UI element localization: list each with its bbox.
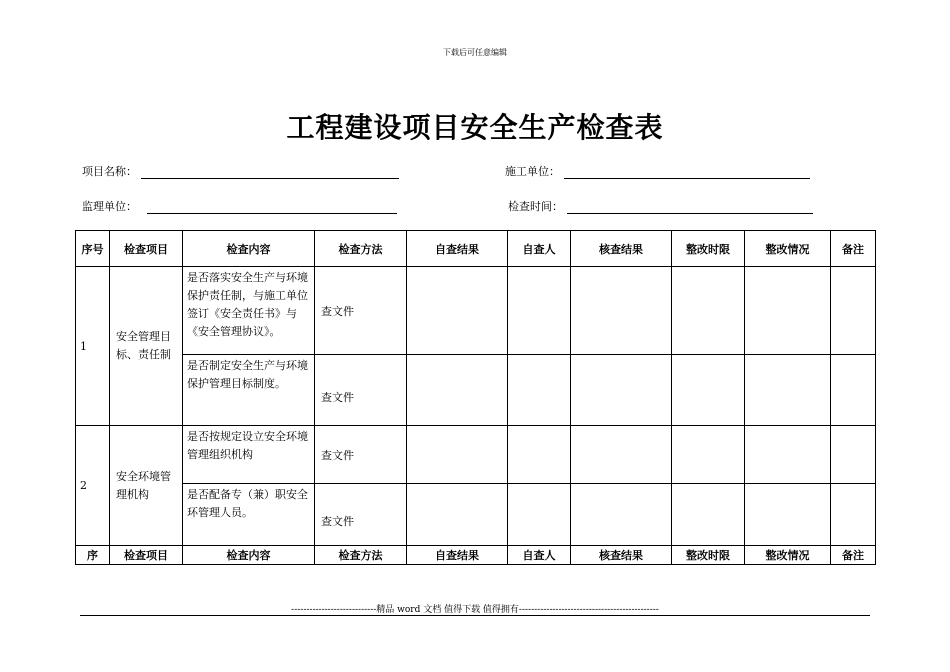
inspection-table	[75, 230, 876, 565]
supervision-unit-label: 监理单位：	[82, 200, 137, 213]
row-1-content-1: 是否落实安全生产与环境保护责任制，与施工单位签订《安全责任书》与《安全管理协议》。	[183, 267, 315, 355]
row-2-content-2: 是否配备专（兼）职安全环管理人员。	[183, 484, 315, 546]
footer-header-rectification: 整改情况	[745, 546, 831, 565]
footer-header-no: 序	[76, 546, 110, 565]
inspection-time-label: 检查时间：	[508, 200, 563, 213]
supervision-unit-blank[interactable]	[147, 203, 397, 214]
table-row	[76, 267, 876, 355]
header-content: 检查内容	[183, 231, 315, 267]
header-no: 序号	[76, 231, 110, 267]
document-title: 工程建设项目安全生产检查表	[286, 111, 664, 144]
row-2-item: 安全环境管理机构	[110, 426, 183, 546]
deadline-cell[interactable]	[672, 267, 745, 355]
row-2-method-2: 查文件	[315, 484, 407, 546]
header-note: 下载后可任意编辑	[443, 48, 507, 57]
project-name-label: 项目名称：	[82, 165, 137, 178]
inspection-time-field	[508, 198, 813, 214]
table-row	[76, 426, 876, 484]
verify-result-cell[interactable]	[571, 267, 672, 355]
table-row	[76, 484, 876, 546]
project-name-field	[82, 163, 399, 179]
row-2-method-1: 查文件	[315, 426, 407, 484]
table-header-row	[76, 231, 876, 267]
remarks-cell[interactable]	[831, 426, 876, 484]
footer-header-remarks: 备注	[831, 546, 876, 565]
self-checker-cell[interactable]	[508, 355, 571, 426]
header-verify-result: 核查结果	[571, 231, 672, 267]
self-result-cell[interactable]	[407, 426, 508, 484]
deadline-cell[interactable]	[672, 484, 745, 546]
header-rectification: 整改情况	[745, 231, 831, 267]
header-deadline: 整改时限	[672, 231, 745, 267]
row-2-no: 2	[76, 426, 110, 546]
row-1-item: 安全管理目标、责任制	[110, 267, 183, 426]
self-checker-cell[interactable]	[508, 484, 571, 546]
self-checker-cell[interactable]	[508, 426, 571, 484]
header-self-result: 自查结果	[407, 231, 508, 267]
footer-header-self-checker: 自查人	[508, 546, 571, 565]
footer-header-content: 检查内容	[183, 546, 315, 565]
self-checker-cell[interactable]	[508, 267, 571, 355]
self-result-cell[interactable]	[407, 355, 508, 426]
rectification-cell[interactable]	[745, 426, 831, 484]
row-1-content-2: 是否制定安全生产与环境保护管理目标制度。	[183, 355, 315, 426]
footer-header-method: 检查方法	[315, 546, 407, 565]
rectification-cell[interactable]	[745, 267, 831, 355]
header-item: 检查项目	[110, 231, 183, 267]
supervision-unit-field	[82, 198, 397, 214]
verify-result-cell[interactable]	[571, 484, 672, 546]
self-result-cell[interactable]	[407, 484, 508, 546]
table-row	[76, 355, 876, 426]
rectification-cell[interactable]	[745, 355, 831, 426]
deadline-cell[interactable]	[672, 426, 745, 484]
remarks-cell[interactable]	[831, 267, 876, 355]
row-1-method-1: 查文件	[315, 267, 407, 355]
footer-header-deadline: 整改时限	[672, 546, 745, 565]
footer-text: ----------------------------精品 word 文档 值得下载 值得拥有----------------------------------------------	[291, 605, 659, 615]
remarks-cell[interactable]	[831, 355, 876, 426]
row-2-content-1: 是否按规定设立安全环境管理组织机构	[183, 426, 315, 484]
header-remarks: 备注	[831, 231, 876, 267]
verify-result-cell[interactable]	[571, 426, 672, 484]
self-result-cell[interactable]	[407, 267, 508, 355]
remarks-cell[interactable]	[831, 484, 876, 546]
rectification-cell[interactable]	[745, 484, 831, 546]
deadline-cell[interactable]	[672, 355, 745, 426]
construction-unit-blank[interactable]	[564, 168, 810, 179]
row-1-no: 1	[76, 267, 110, 426]
inspection-time-blank[interactable]	[567, 203, 813, 214]
footer-header-self-result: 自查结果	[407, 546, 508, 565]
construction-unit-label: 施工单位：	[505, 165, 560, 178]
header-self-checker: 自查人	[508, 231, 571, 267]
footer-header-item: 检查项目	[110, 546, 183, 565]
header-method: 检查方法	[315, 231, 407, 267]
construction-unit-field	[505, 163, 810, 179]
row-1-method-2: 查文件	[315, 355, 407, 426]
project-name-blank[interactable]	[141, 168, 399, 179]
verify-result-cell[interactable]	[571, 355, 672, 426]
footer-header-verify-result: 核查结果	[571, 546, 672, 565]
footer-divider	[80, 615, 870, 616]
table-footer-header-row	[76, 546, 876, 565]
